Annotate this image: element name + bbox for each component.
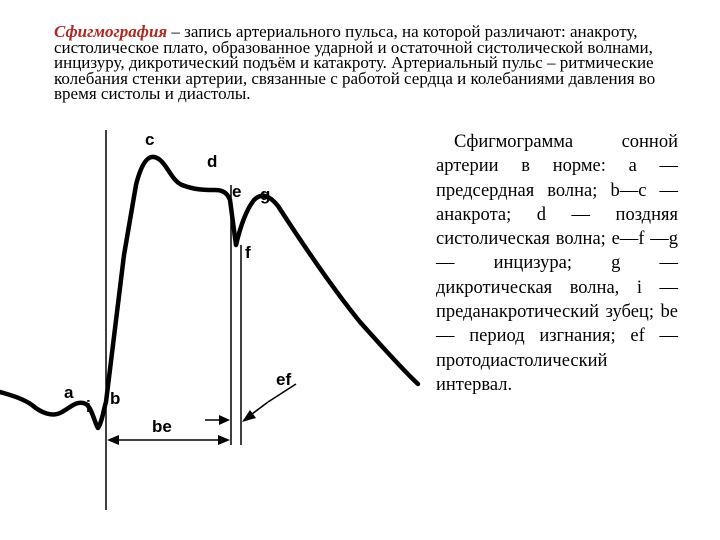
- term-sphygmography: Сфигмография: [54, 22, 168, 41]
- ef-arrowhead-left: [219, 415, 230, 425]
- figure-caption: Сфигмограмма сонной артерии в норме: a — предсердная волна; b—c — анакрота; d — поздняя систолическая волна; e—f —g — инцизура; g — дикротическая волна, i — преданакротический зубец; be — период изгнания; ef — протодиастолический интервал.: [436, 132, 678, 395]
- label-i: i: [86, 397, 91, 416]
- label-be: be: [152, 417, 172, 436]
- label-f: f: [245, 243, 251, 262]
- pulse-curve: [0, 157, 418, 428]
- label-d: d: [207, 152, 218, 171]
- intro-text: – запись артериального пульса, на которой различают: анакроту, систолическое плато, образованное ударной и остаточной систолической волнами, инцизуру, дикротический подъём и катакроту. Артериальный пульс – ритмические колебания стенки артерии, связанные с работой сердца и колебаниями давления во время систолы и диастолы.: [54, 22, 656, 104]
- label-g: g: [260, 185, 271, 204]
- label-b: b: [110, 389, 121, 408]
- label-e: e: [232, 182, 242, 201]
- label-c: c: [145, 130, 155, 149]
- be-arrowhead-right: [218, 435, 230, 445]
- be-arrowhead-left: [107, 435, 119, 445]
- label-ef: ef: [276, 370, 292, 389]
- label-a: a: [64, 383, 74, 402]
